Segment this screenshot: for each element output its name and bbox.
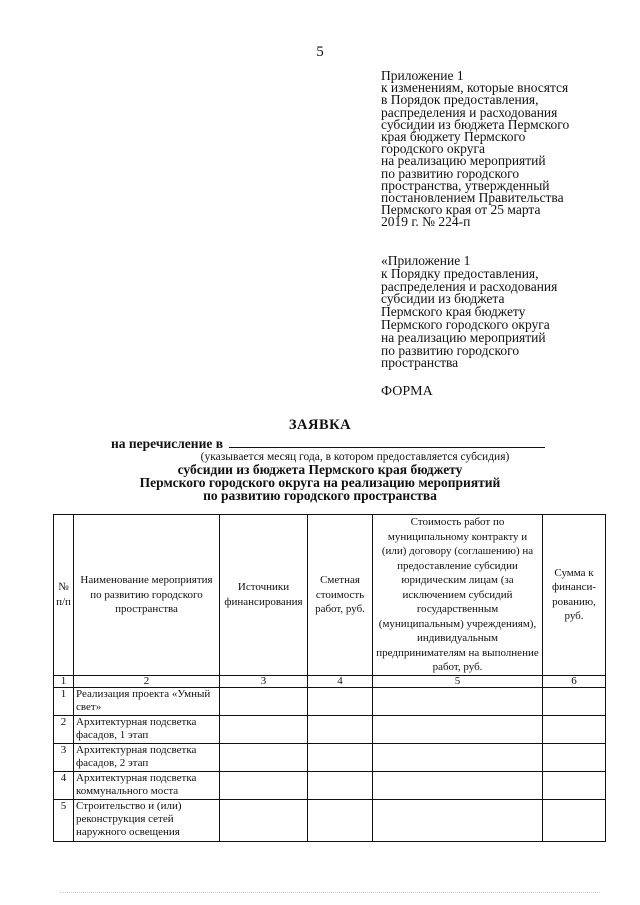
- table-header-row: [54, 515, 606, 676]
- column-number: 2: [74, 675, 220, 687]
- month-blank-field: [229, 436, 545, 448]
- appendix-line: к Порядку предоставления,: [381, 265, 539, 281]
- row-number: 1: [54, 687, 74, 715]
- row-amount-cell: [543, 743, 606, 771]
- document-subtitle: [0, 463, 640, 502]
- header-event-name: Наименование мероприятия по развитию городского пространства: [74, 515, 220, 676]
- appendix-order-note: [381, 255, 621, 370]
- row-number: 4: [54, 771, 74, 799]
- subtitle-line: субсидии из бюджета Пермского края бюджету: [177, 462, 463, 477]
- header-funding-sources: Источники финансирования: [220, 515, 308, 676]
- request-table: [53, 514, 606, 842]
- row-amount-cell: [543, 715, 606, 743]
- appendix-line: по развитию городского: [381, 165, 520, 181]
- row-amount-cell: [543, 771, 606, 799]
- row-number: 5: [54, 799, 74, 841]
- row-amount-cell: [543, 799, 606, 841]
- appendix-line: к изменениям, которые вносятся: [381, 80, 569, 96]
- header-contract-cost: Стоимость работ по муниципальному контракту и (или) договору (соглашению) на предоставление субсидии юридическим лицам (за исключением субсидий государственным (муниципальным) учреждениям), индивидуальным предпринимателям на выполнение работ, руб.: [373, 515, 543, 676]
- row-estimate-cell: [308, 771, 373, 799]
- row-funding-cell: [220, 715, 308, 743]
- appendix-line: по развитию городского: [381, 342, 520, 358]
- row-amount-cell: [543, 687, 606, 715]
- row-event-name: Реализация проекта «Умный свет»: [74, 687, 220, 715]
- row-number: 2: [54, 715, 74, 743]
- appendix-line: распределения и расходования: [381, 104, 558, 120]
- appendix-line: Приложение 1: [381, 68, 464, 83]
- appendix-line: городского округа: [381, 141, 486, 157]
- row-funding-cell: [220, 771, 308, 799]
- row-event-name: Архитектурная подсветка фасадов, 2 этап: [74, 743, 220, 771]
- column-number: 1: [54, 675, 74, 687]
- transfer-label: на перечисление в: [111, 436, 224, 451]
- appendix-line: в Порядок предоставления,: [381, 92, 539, 108]
- column-number: 3: [220, 675, 308, 687]
- header-number: № п/п: [54, 515, 74, 676]
- row-estimate-cell: [308, 715, 373, 743]
- appendix-line: распределения и расходования: [381, 278, 558, 294]
- header-financing-amount: Сумма к финанси-рованию, руб.: [543, 515, 606, 676]
- table-row: [54, 771, 606, 799]
- row-event-name: Архитектурная подсветка коммунального моста: [74, 771, 220, 799]
- appendix-line: Пермского края от 25 марта: [381, 202, 541, 218]
- page-number: 5: [316, 44, 324, 60]
- row-estimate-cell: [308, 743, 373, 771]
- table-row: [54, 715, 606, 743]
- row-number: 3: [54, 743, 74, 771]
- column-number: 6: [543, 675, 606, 687]
- column-number: 5: [373, 675, 543, 687]
- row-contract-cell: [373, 743, 543, 771]
- appendix-line: пространства, утвержденный: [381, 177, 550, 193]
- row-estimate-cell: [308, 799, 373, 841]
- row-estimate-cell: [308, 687, 373, 715]
- row-funding-cell: [220, 743, 308, 771]
- appendix-line: субсидии из бюджета: [381, 291, 505, 307]
- month-note: (указывается месяц года, в котором предоставляется субсидия): [200, 451, 510, 463]
- row-contract-cell: [373, 687, 543, 715]
- header-estimated-cost: Сметная стоимость работ, руб.: [308, 515, 373, 676]
- appendix-line: субсидии из бюджета Пермского: [381, 116, 570, 132]
- appendix-line: «Приложение 1: [381, 253, 471, 268]
- scan-footer-dots: [60, 892, 600, 895]
- appendix-line: края бюджету Пермского: [381, 129, 526, 145]
- column-number-row: [54, 675, 606, 687]
- row-funding-cell: [220, 799, 308, 841]
- appendix-line: на реализацию мероприятий: [381, 329, 546, 345]
- row-contract-cell: [373, 799, 543, 841]
- appendix-line: Пермского края бюджету: [381, 304, 526, 320]
- row-contract-cell: [373, 715, 543, 743]
- table-row: [54, 687, 606, 715]
- row-contract-cell: [373, 771, 543, 799]
- appendix-line: на реализацию мероприятий: [381, 153, 546, 169]
- row-event-name: Архитектурная подсветка фасадов, 1 этап: [74, 715, 220, 743]
- subtitle-line: по развитию городского пространства: [203, 488, 437, 503]
- appendix-line: пространства: [381, 355, 459, 371]
- table-row: [54, 799, 606, 841]
- document-title: ЗАЯВКА: [288, 417, 352, 433]
- column-number: 4: [308, 675, 373, 687]
- row-funding-cell: [220, 687, 308, 715]
- transfer-line: [111, 436, 545, 452]
- row-event-name: Строительство и (или) реконструкция сетей наружного освещения: [74, 799, 220, 841]
- appendix-line: Пермского городского округа: [381, 316, 550, 332]
- appendix-line: 2019 г. № 224-п: [381, 214, 471, 230]
- appendix-line: постановлением Правительства: [381, 190, 564, 206]
- appendix-amendment-note: [381, 70, 621, 229]
- subtitle-line: Пермского городского округа на реализацию мероприятий: [139, 475, 501, 490]
- form-label: ФОРМА: [381, 384, 433, 399]
- table-row: [54, 743, 606, 771]
